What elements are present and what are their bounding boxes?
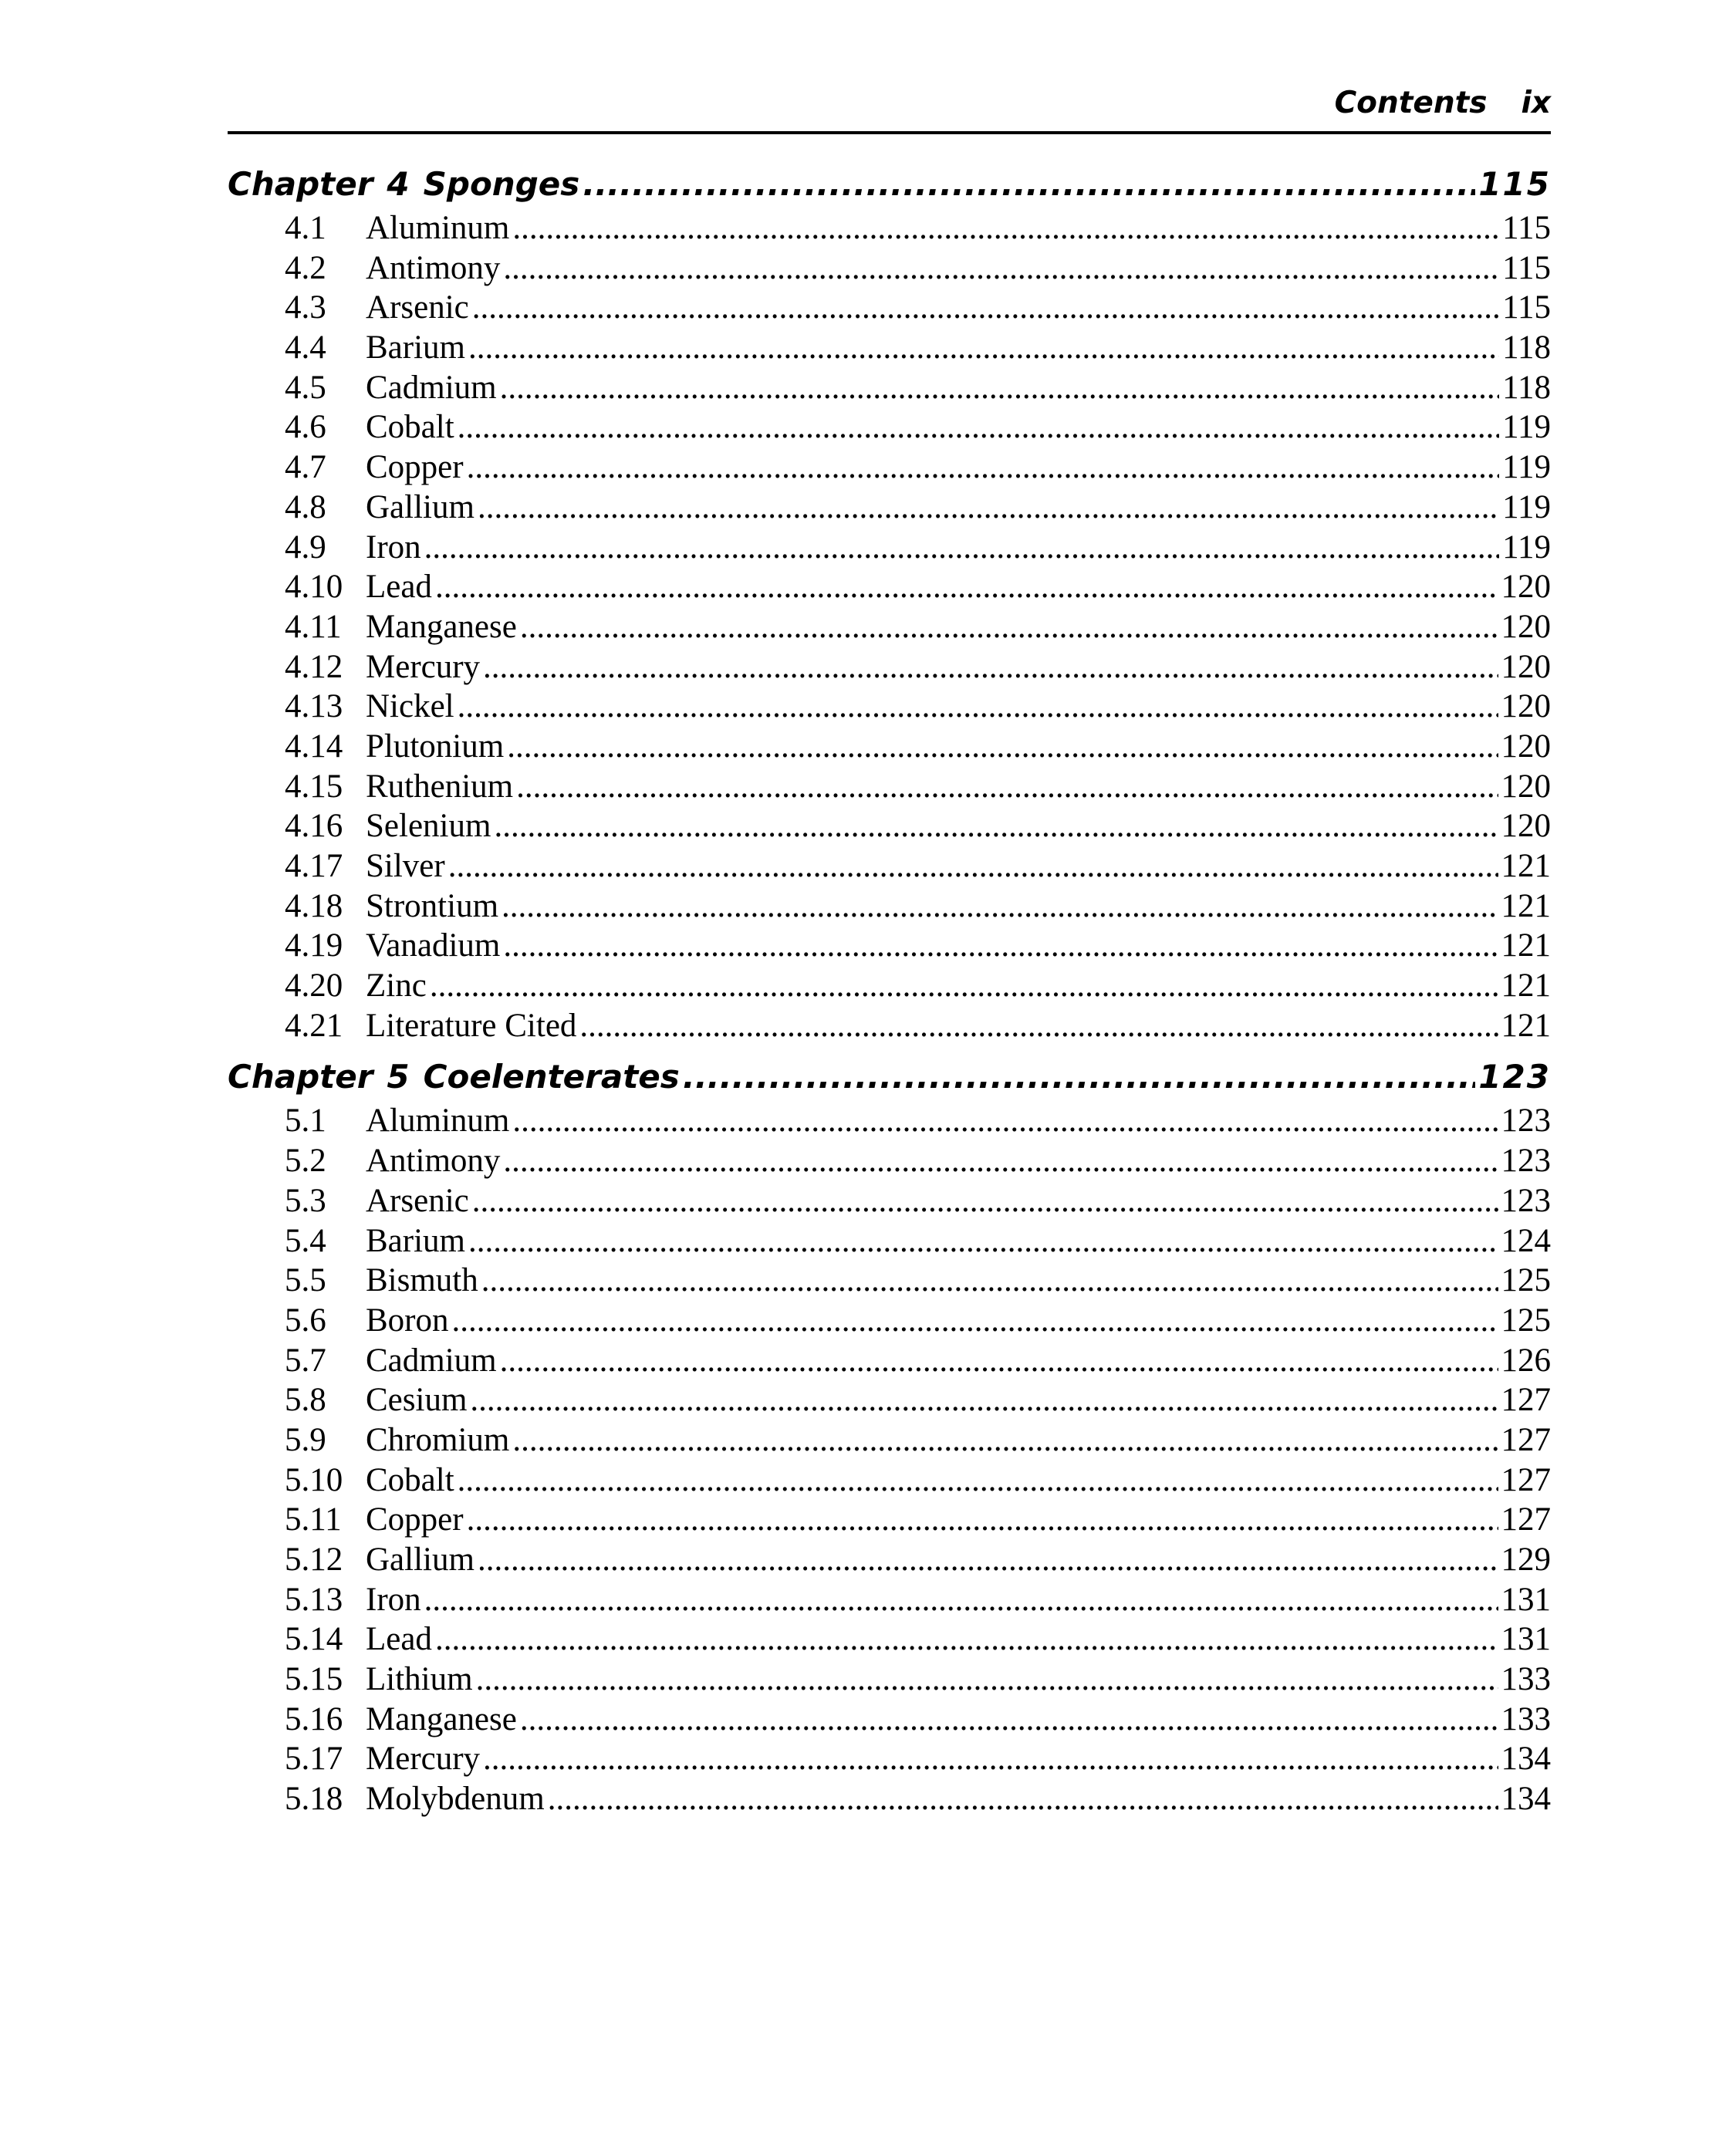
section-number: 4.2	[285, 249, 326, 286]
header-rule	[228, 131, 1551, 134]
section-title: Gallium	[366, 488, 475, 525]
section-page-number: 115	[1502, 249, 1551, 286]
section-page-number: 120	[1501, 728, 1551, 765]
section-title: Vanadium	[366, 927, 501, 964]
dot-leader	[579, 1006, 1498, 1046]
section-number: 5.15	[285, 1661, 343, 1698]
section-page-number: 120	[1501, 768, 1551, 805]
section-title: Cobalt	[366, 1461, 454, 1498]
section-page-number: 125	[1501, 1302, 1551, 1339]
running-header	[228, 80, 1551, 127]
section-page-number: 127	[1501, 1382, 1551, 1419]
section-page-number: 118	[1502, 369, 1551, 406]
section-title: Cesium	[366, 1382, 468, 1419]
chapter-spacer	[228, 1045, 1551, 1053]
section-page-number: 123	[1501, 1143, 1551, 1180]
section-page-number: 119	[1502, 409, 1551, 446]
dot-leader	[435, 567, 1498, 607]
toc-entry[interactable]	[228, 1700, 1551, 1740]
section-title: Manganese	[366, 608, 517, 645]
table-of-contents	[228, 160, 1551, 1819]
section-title: Cadmium	[366, 1342, 497, 1379]
section-title: Boron	[366, 1302, 449, 1339]
section-number: 4.5	[285, 369, 326, 406]
dot-leader	[500, 368, 1499, 408]
toc-entry[interactable]	[228, 1341, 1551, 1381]
section-title: Copper	[366, 1501, 464, 1538]
toc-entry[interactable]	[228, 926, 1551, 966]
toc-entry[interactable]	[228, 1619, 1551, 1660]
section-page-number: 134	[1501, 1741, 1551, 1778]
section-title: Manganese	[366, 1700, 517, 1737]
section-number: 4.3	[285, 289, 326, 326]
dot-leader	[548, 1779, 1498, 1819]
section-title: Selenium	[366, 808, 491, 845]
toc-entry[interactable]	[228, 1500, 1551, 1540]
section-title: Lithium	[366, 1661, 473, 1698]
toc-entry[interactable]	[228, 886, 1551, 927]
section-title: Literature Cited	[366, 1007, 577, 1044]
toc-entry[interactable]	[228, 1580, 1551, 1620]
dot-leader	[483, 1739, 1498, 1779]
dot-leader	[467, 447, 1500, 488]
section-page-number: 123	[1501, 1103, 1551, 1140]
toc-entry[interactable]	[228, 567, 1551, 607]
section-number: 4.19	[285, 927, 343, 964]
toc-entry[interactable]	[228, 248, 1551, 289]
section-number: 5.14	[285, 1621, 343, 1658]
dot-leader	[458, 1461, 1498, 1501]
section-page-number: 121	[1501, 968, 1551, 1005]
running-title: Contents	[1334, 86, 1488, 120]
section-number: 5.6	[285, 1302, 326, 1339]
dot-leader	[458, 407, 1499, 447]
section-title: Molybdenum	[366, 1781, 545, 1818]
dot-leader	[468, 328, 1499, 368]
section-page-number: 124	[1501, 1222, 1551, 1259]
toc-entry[interactable]	[228, 1006, 1551, 1046]
chapter-page-number: 115	[1478, 165, 1551, 203]
section-number: 5.16	[285, 1700, 343, 1737]
section-page-number: 133	[1501, 1661, 1551, 1698]
toc-chapter-heading[interactable]	[228, 160, 1551, 208]
toc-entry[interactable]	[228, 368, 1551, 408]
section-page-number: 133	[1501, 1700, 1551, 1737]
section-number: 5.17	[285, 1741, 343, 1778]
section-title: Mercury	[366, 1741, 481, 1778]
chapter-page-number: 123	[1478, 1058, 1551, 1096]
dot-leader	[512, 1101, 1498, 1141]
dot-leader	[500, 1341, 1498, 1381]
dot-leader	[448, 846, 1498, 886]
section-number: 4.10	[285, 569, 343, 606]
dot-leader	[424, 1580, 1498, 1620]
dot-leader	[476, 1660, 1498, 1700]
toc-entry[interactable]	[228, 1739, 1551, 1779]
dot-leader	[520, 1700, 1498, 1740]
section-number: 5.11	[285, 1501, 342, 1538]
dot-leader	[494, 806, 1498, 846]
section-title: Antimony	[366, 249, 501, 286]
toc-entry[interactable]	[228, 966, 1551, 1006]
section-title: Zinc	[366, 968, 427, 1005]
section-title: Aluminum	[366, 1103, 510, 1140]
toc-entry[interactable]	[228, 288, 1551, 328]
toc-entry[interactable]	[228, 1221, 1551, 1261]
section-page-number: 121	[1501, 1007, 1551, 1044]
section-page-number: 121	[1501, 887, 1551, 924]
toc-entry[interactable]	[228, 1261, 1551, 1301]
toc-entry[interactable]	[228, 1779, 1551, 1819]
toc-entry[interactable]	[228, 1420, 1551, 1461]
chapter-title: Sponges	[423, 165, 580, 203]
dot-leader	[583, 160, 1475, 208]
section-title: Strontium	[366, 887, 499, 924]
section-title: Antimony	[366, 1143, 501, 1180]
toc-entry[interactable]	[228, 447, 1551, 488]
dot-leader	[467, 1500, 1498, 1540]
section-number: 4.8	[285, 488, 326, 525]
section-page-number: 120	[1501, 569, 1551, 606]
section-number: 4.6	[285, 409, 326, 446]
chapter-label: Chapter 4 Sponges	[228, 165, 580, 203]
chapter-label: Chapter 5 Coelenterates	[228, 1058, 680, 1096]
dot-leader	[430, 966, 1498, 1006]
toc-entry[interactable]	[228, 407, 1551, 447]
section-page-number: 129	[1501, 1542, 1551, 1578]
section-number: 4.12	[285, 648, 343, 685]
section-page-number: 127	[1501, 1501, 1551, 1538]
section-page-number: 126	[1501, 1342, 1551, 1379]
dot-leader	[507, 727, 1498, 767]
section-number: 5.1	[285, 1103, 326, 1140]
section-number: 4.16	[285, 808, 343, 845]
section-page-number: 127	[1501, 1461, 1551, 1498]
toc-entry[interactable]	[228, 806, 1551, 846]
dot-leader	[470, 1380, 1498, 1420]
section-page-number: 134	[1501, 1781, 1551, 1818]
section-number: 4.1	[285, 210, 326, 246]
toc-entry[interactable]	[228, 528, 1551, 568]
section-number: 5.5	[285, 1262, 326, 1299]
section-page-number: 119	[1502, 449, 1551, 486]
section-title: Iron	[366, 528, 421, 566]
toc-entry[interactable]	[228, 1660, 1551, 1700]
section-number: 5.3	[285, 1182, 326, 1219]
toc-entry[interactable]	[228, 767, 1551, 807]
section-number: 5.8	[285, 1382, 326, 1419]
section-number: 4.7	[285, 449, 326, 486]
toc-entry[interactable]	[228, 687, 1551, 727]
section-number: 5.18	[285, 1781, 343, 1818]
section-number: 4.15	[285, 768, 343, 805]
section-title: Lead	[366, 569, 432, 606]
toc-entry[interactable]	[228, 1540, 1551, 1580]
section-number: 4.18	[285, 887, 343, 924]
section-title: Gallium	[366, 1542, 475, 1578]
section-number: 4.4	[285, 329, 326, 366]
toc-chapter-heading[interactable]	[228, 1053, 1551, 1101]
dot-leader	[468, 1221, 1498, 1261]
dot-leader	[483, 647, 1498, 687]
chapter-title: Coelenterates	[423, 1058, 680, 1096]
section-number: 4.11	[285, 608, 342, 645]
toc-entry[interactable]	[228, 1301, 1551, 1341]
section-title: Aluminum	[366, 210, 510, 246]
toc-entry[interactable]	[228, 1380, 1551, 1420]
section-number: 4.21	[285, 1007, 343, 1044]
section-number: 4.14	[285, 728, 343, 765]
section-page-number: 131	[1501, 1621, 1551, 1658]
dot-leader	[512, 1420, 1498, 1461]
dot-leader	[503, 1141, 1498, 1181]
dot-leader	[435, 1619, 1498, 1660]
section-title: Bismuth	[366, 1262, 478, 1299]
section-page-number: 131	[1501, 1581, 1551, 1618]
section-number: 4.9	[285, 528, 326, 566]
dot-leader	[481, 1261, 1498, 1301]
dot-leader	[503, 926, 1498, 966]
section-page-number: 121	[1501, 848, 1551, 884]
toc-entry[interactable]	[228, 1461, 1551, 1501]
section-title: Iron	[366, 1581, 421, 1618]
section-number: 5.13	[285, 1581, 343, 1618]
section-page-number: 120	[1501, 608, 1551, 645]
dot-leader	[683, 1053, 1476, 1101]
dot-leader	[458, 687, 1498, 727]
section-title: Arsenic	[366, 1182, 469, 1219]
section-title: Chromium	[366, 1421, 510, 1458]
section-title: Plutonium	[366, 728, 505, 765]
section-title: Cadmium	[366, 369, 497, 406]
section-title: Barium	[366, 329, 465, 366]
section-number: 4.20	[285, 968, 343, 1005]
section-page-number: 123	[1501, 1182, 1551, 1219]
section-page-number: 125	[1501, 1262, 1551, 1299]
toc-entry[interactable]	[228, 1141, 1551, 1181]
section-page-number: 121	[1501, 927, 1551, 964]
dot-leader	[452, 1301, 1498, 1341]
section-number: 5.2	[285, 1143, 326, 1180]
section-number: 5.10	[285, 1461, 343, 1498]
section-number: 5.12	[285, 1542, 343, 1578]
section-title: Arsenic	[366, 289, 469, 326]
dot-leader	[502, 886, 1498, 927]
dot-leader	[472, 1181, 1498, 1221]
toc-entry[interactable]	[228, 488, 1551, 528]
section-page-number: 119	[1502, 528, 1551, 566]
section-title: Mercury	[366, 648, 481, 685]
section-page-number: 115	[1502, 289, 1551, 326]
section-title: Ruthenium	[366, 768, 514, 805]
section-title: Nickel	[366, 688, 454, 725]
dot-leader	[520, 607, 1498, 647]
dot-leader	[503, 248, 1499, 289]
dot-leader	[516, 767, 1498, 807]
dot-leader	[424, 528, 1499, 568]
toc-entry[interactable]	[228, 1101, 1551, 1141]
section-number: 5.9	[285, 1421, 326, 1458]
toc-entry[interactable]	[228, 846, 1551, 886]
section-page-number: 120	[1501, 688, 1551, 725]
section-page-number: 120	[1501, 808, 1551, 845]
toc-entry[interactable]	[228, 647, 1551, 687]
section-title: Barium	[366, 1222, 465, 1259]
section-title: Cobalt	[366, 409, 454, 446]
section-page-number: 118	[1502, 329, 1551, 366]
section-page-number: 119	[1502, 488, 1551, 525]
section-title: Silver	[366, 848, 445, 884]
toc-entry[interactable]	[228, 208, 1551, 248]
section-number: 4.17	[285, 848, 343, 884]
dot-leader	[512, 208, 1499, 248]
section-page-number: 115	[1502, 210, 1551, 246]
toc-entry[interactable]	[228, 1181, 1551, 1221]
section-title: Lead	[366, 1621, 432, 1658]
dot-leader	[478, 1540, 1498, 1580]
dot-leader	[478, 488, 1499, 528]
section-number: 5.4	[285, 1222, 326, 1259]
section-number: 4.13	[285, 688, 343, 725]
dot-leader	[472, 288, 1499, 328]
section-page-number: 127	[1501, 1421, 1551, 1458]
section-title: Copper	[366, 449, 464, 486]
page-folio: ix	[1521, 86, 1551, 120]
toc-entry[interactable]	[228, 607, 1551, 647]
section-page-number: 120	[1501, 648, 1551, 685]
toc-entry[interactable]	[228, 328, 1551, 368]
toc-entry[interactable]	[228, 727, 1551, 767]
section-number: 5.7	[285, 1342, 326, 1379]
